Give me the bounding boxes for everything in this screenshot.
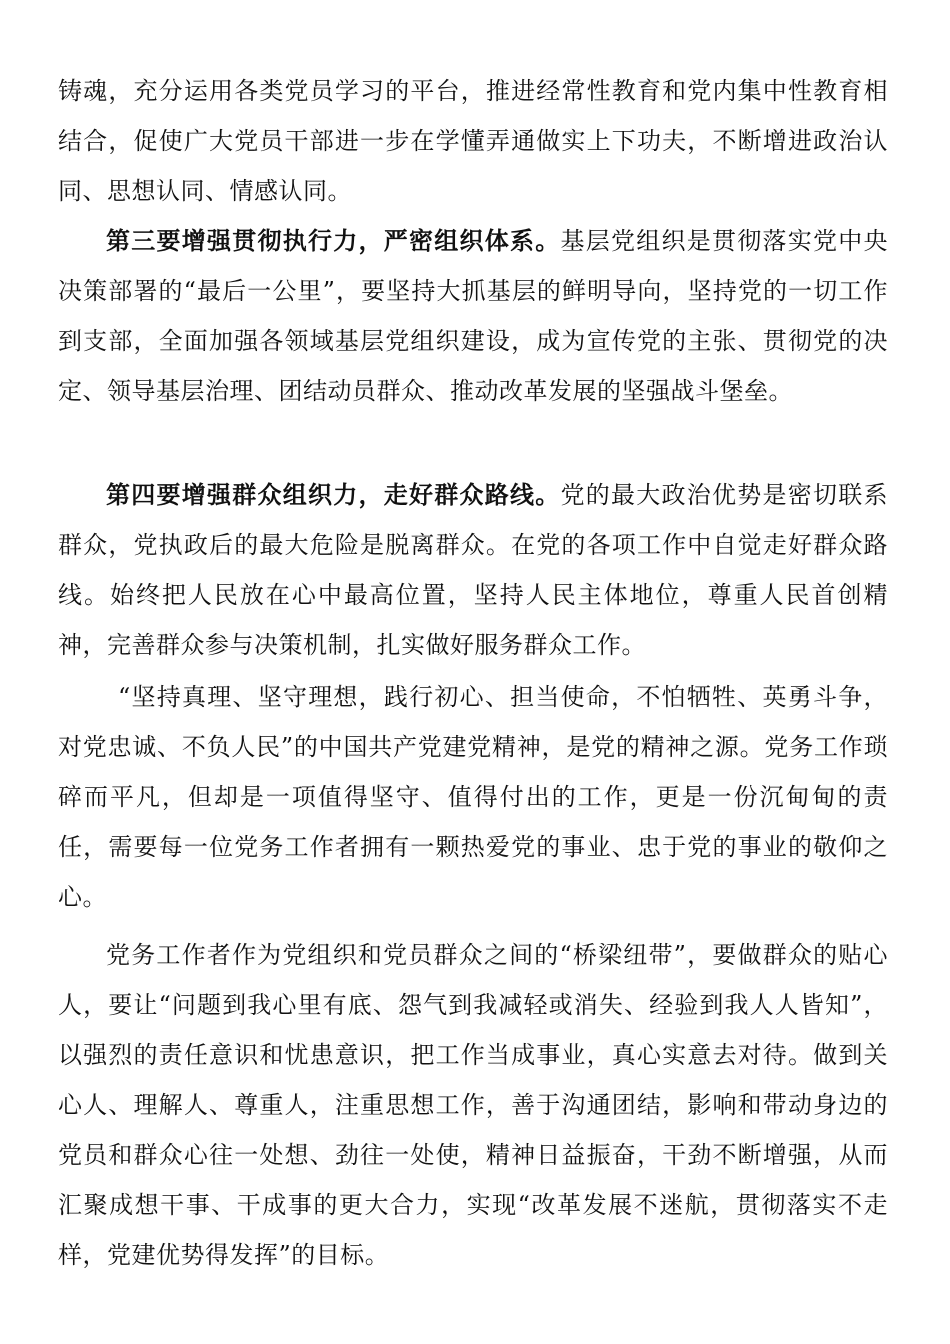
paragraph-text: “坚持真理、坚守理想，践行初心、担当使命，不怕牺牲、英勇斗争，对党忠诚、不负人民”的中国共产党建党精神，是党的精神之源。党务工作琐碎而平凡，但却是一项值得坚守、值得付出的工作，更是一份沉甸甸的责任，需要每一位党务工作者拥有一颗热爱党的事业、忠于党的事业的敬仰之心。 xyxy=(58,683,888,911)
paragraph-lead: 第四要增强群众组织力，走好群众路线。 xyxy=(106,481,561,509)
paragraph-fourth-point xyxy=(58,470,888,670)
paragraph-third-point xyxy=(58,216,888,416)
paragraph-text: 党务工作者作为党组织和党员群众之间的“桥梁纽带”，要做群众的贴心人，要让“问题到我心里有底、怨气到我减轻或消失、经验到我人人皆知”，以强烈的责任意识和忧患意识，把工作当成事业，真心实意去对待。做到关心人、理解人、尊重人，注重思想工作，善于沟通团结，影响和带动身边的党员和群众心往一处想、劲往一处使，精神日益振奋，干劲不断增强，从而汇聚成想干事、干成事的更大合力，实现“改革发展不迷航，贯彻落实不走样，党建优势得发挥”的目标。 xyxy=(58,941,888,1269)
paragraph-founding-spirit xyxy=(58,672,888,922)
paragraph-lead: 第三要增强贯彻执行力，严密组织体系。 xyxy=(106,227,561,255)
paragraph-party-workers xyxy=(58,930,888,1280)
paragraph-text: 党的最大政治优势是密切联系群众，党执政后的最大危险是脱离群众。在党的各项工作中自觉走好群众路线。始终把人民放在心中最高位置，坚持人民主体地位，尊重人民首创精神，完善群众参与决策机制，扎实做好服务群众工作。 xyxy=(58,481,888,659)
paragraph-text: 基层党组织是贯彻落实党中央决策部署的“最后一公里”，要坚持大抓基层的鲜明导向，坚持党的一切工作到支部，全面加强各领域基层党组织建设，成为宣传党的主张、贯彻党的决定、领导基层治理、团结动员群众、推动改革发展的坚强战斗堡垒。 xyxy=(58,227,888,405)
paragraph-continuation xyxy=(58,66,888,216)
paragraph-text: 铸魂，充分运用各类党员学习的平台，推进经常性教育和党内集中性教育相结合，促使广大党员干部进一步在学懂弄通做实上下功夫，不断增进政治认同、思想认同、情感认同。 xyxy=(58,77,888,205)
